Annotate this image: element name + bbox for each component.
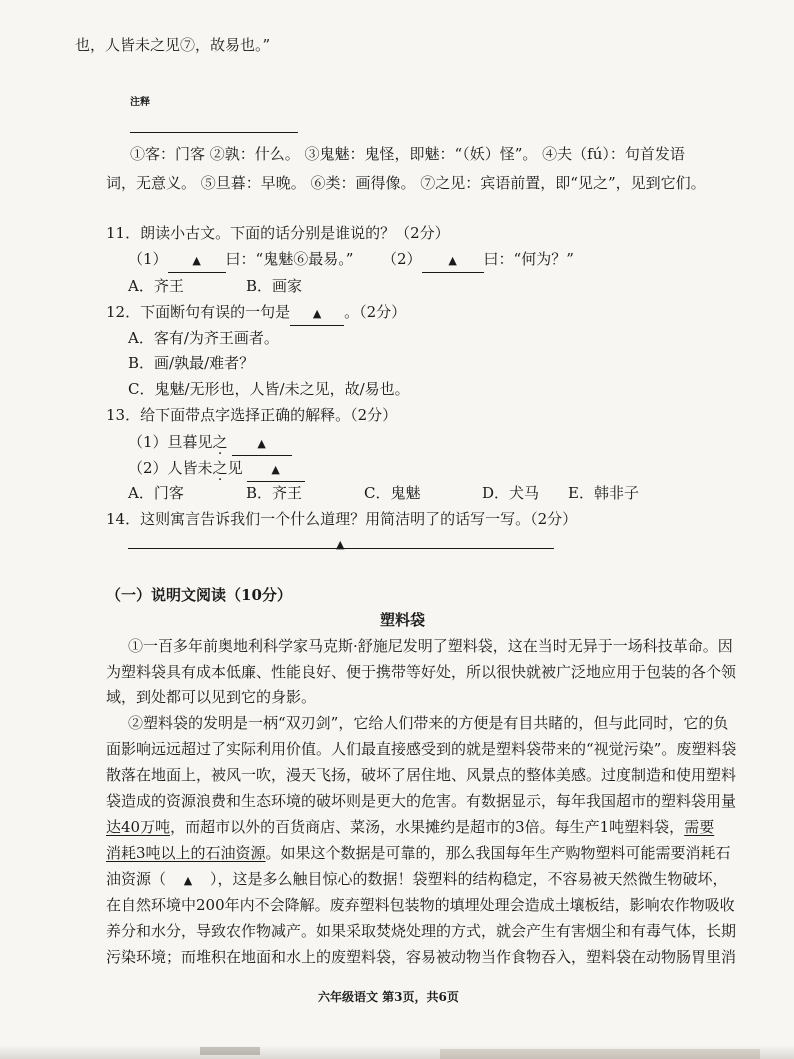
q12-option-a: A．客有/为齐王画者。 (128, 329, 279, 347)
q13-dotted-char: 之 (212, 433, 228, 451)
q13-option-d: D．犬马 (482, 484, 540, 502)
q13-dotted-char: 之 (212, 459, 228, 477)
q14-answer-triangle-icon: ▲ (336, 538, 345, 551)
q12-stem-score: 。（2分） (344, 303, 407, 321)
para-2-line-6 (106, 842, 731, 864)
q11-item-1-number: （1） (128, 250, 168, 268)
para-2-line-7-prefix: 油资源（ (106, 870, 167, 888)
para-2-line-4: 袋造成的资源浪费和生态环境的破坏则是更大的危害。有数据显示，每年我国超市的塑料袋用量 (106, 792, 737, 810)
q11-item-2-quote: 曰：“何为？” (483, 250, 574, 268)
q14-stem: 14．这则寓言告诉我们一个什么道理？用简洁明了的话写一写。（2分） (106, 510, 578, 528)
para-2-line-1: ②塑料袋的发明是一柄“双刃剑”，它给人们带来的方便是有目共睹的，但与此同时，它的负 (128, 714, 729, 732)
underlined-figure-2-start: 需要 (684, 818, 715, 836)
passage-ending: 也，人皆未之见⑦，故易也。” (75, 36, 271, 54)
article-title: 塑料袋 (380, 611, 426, 629)
q11-option-a: A．齐王 (128, 277, 184, 295)
q13-item-1 (128, 431, 292, 456)
notes-line-2: 词，无意义。 ⑤旦暮：早晚。 ⑥类：画得像。 ⑦之见：宾语前置，即“见之”，见到它们。 (106, 174, 706, 192)
q11-item-2-number: （2） (382, 250, 422, 268)
page-footer: 六年级语文 第3页，共6页 (318, 990, 459, 1004)
answer-triangle-icon: ▲ (257, 437, 266, 450)
section-heading: （一）说明文阅读（10分） (106, 586, 292, 604)
q12-answer-blank[interactable] (290, 301, 344, 326)
q11-answer-blank-1[interactable] (168, 248, 226, 273)
q11-item-1 (128, 248, 353, 273)
para-2-line-5-text: ，而超市以外的百货商店、菜汤，水果摊约是超市的3倍。每生产1吨塑料袋， (170, 818, 685, 836)
q12-stem-text: 12．下面断句有误的一句是 (106, 303, 291, 321)
q13-answer-blank-1[interactable] (232, 431, 292, 456)
q11-answer-blank-2[interactable] (422, 248, 484, 273)
q13-answer-blank-2[interactable] (247, 457, 305, 482)
q13-option-a: A．门客 (128, 484, 184, 502)
answer-triangle-icon: ▲ (183, 874, 193, 887)
q13-item-2-text: （2）人皆未 (128, 459, 213, 477)
q12-option-c: C．鬼魅/无形也，人皆/未之见，故/易也。 (128, 380, 410, 398)
q11-item-2 (382, 248, 574, 273)
answer-triangle-icon: ▲ (271, 463, 280, 476)
q11-stem: 11．朗读小古文。下面的话分别是谁说的？（2分） (106, 224, 450, 242)
q13-option-c: C．鬼魅 (364, 484, 421, 502)
para-2-line-6-text: 。如果这个数据是可靠的，那么我国每年生产购物塑料可能需要消耗石 (265, 844, 731, 862)
q13-option-b: B．齐王 (246, 484, 303, 502)
notes-line-1: ①客：门客 ②孰：什么。 ③鬼魅：鬼怪，即魅：“（妖）怪”。 ④夫（fú）：句首发语 (130, 145, 685, 163)
underlined-figure-2-end: 消耗3吨以上的石油资源 (106, 844, 266, 862)
q12-option-b: B．画/孰最/难者？ (128, 354, 255, 372)
para-2-line-5 (106, 816, 714, 838)
para-1-line-1: ①一百多年前奥地利科学家马克斯·舒施尼发明了塑料袋，这在当时无异于一场科技革命。因 (128, 637, 733, 655)
scan-artifact-left (200, 1047, 260, 1055)
para-2-line-7-suffix: ），这是多么触目惊心的数据！袋塑料的结构稳定，不容易被天然微生物破坏， (210, 870, 728, 888)
q11-option-b: B．画家 (246, 277, 303, 295)
q13-item-2-suffix: 见 (227, 459, 243, 477)
q12-stem (106, 301, 406, 326)
para-2-line-8: 在自然环境中200年内不会降解。废弃塑料包装物的填埋处理会造成土壤板结，影响农作物吸收 (106, 896, 735, 914)
q13-option-e: E．韩非子 (568, 484, 639, 502)
q13-stem: 13．给下面带点字选择正确的解释。（2分） (106, 406, 398, 424)
answer-triangle-icon: ▲ (312, 307, 322, 320)
notes-label: 注释 (130, 97, 150, 108)
para-2-answer-blank[interactable] (166, 868, 210, 892)
q13-item-2 (128, 457, 305, 482)
para-2-line-7 (106, 868, 728, 892)
answer-triangle-icon: ▲ (192, 254, 201, 267)
para-1-line-3: 域，到处都可以见到它的身影。 (106, 688, 317, 706)
para-2-line-10: 污染环境；而堆积在地面和水上的废塑料袋，容易被动物当作食物吞入，塑料袋在动物肠胃里消 (106, 948, 737, 966)
notes-divider (130, 132, 298, 133)
scan-artifact-right (440, 1049, 760, 1059)
para-1-line-2: 为塑料袋具有成本低廉、性能良好、便于携带等好处，所以很快就被广泛地应用于包装的各个领 (106, 663, 737, 681)
para-2-line-3: 散落在地面上，被风一吹，漫天飞扬，破坏了居住地、风景点的整体美感。过度制造和使用塑料 (106, 766, 737, 784)
underlined-figure-1: 达40万吨 (106, 818, 171, 836)
para-2-line-2: 面影响远远超过了实际利用价值。人们最直接感受到的就是塑料袋带来的“视觉污染”。废塑料袋 (106, 740, 737, 758)
para-2-line-9: 养分和水分，导致农作物减产。如果采取焚烧处理的方式，就会产生有害烟尘和有毒气体，长期 (106, 922, 737, 940)
q11-item-1-quote: 曰：“鬼魅⑥最易。” (225, 250, 354, 268)
answer-triangle-icon: ▲ (448, 254, 457, 267)
q13-item-1-text: （1）旦暮见 (128, 433, 213, 451)
